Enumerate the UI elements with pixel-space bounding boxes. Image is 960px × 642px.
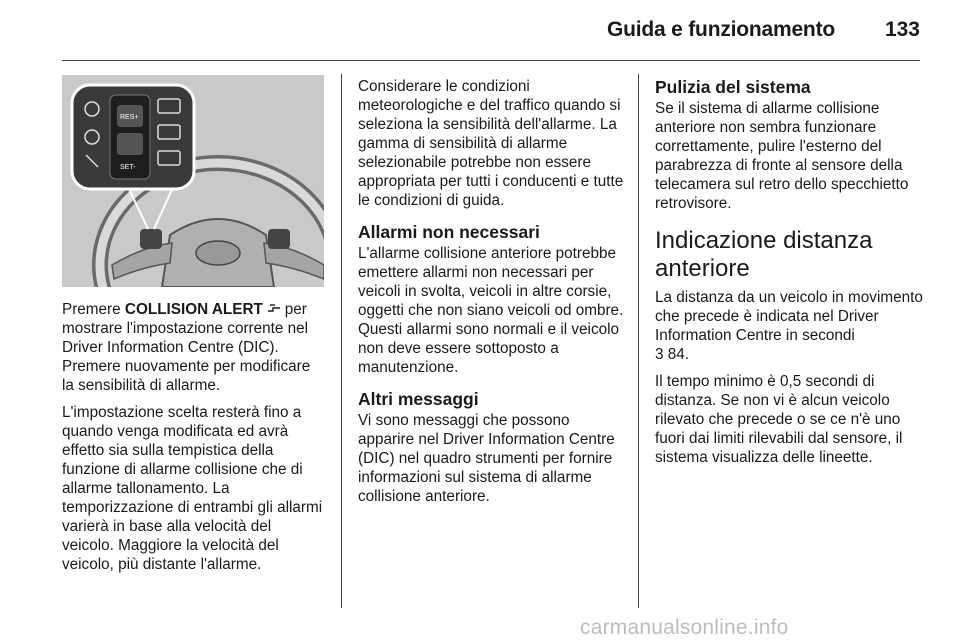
paragraph: L'allarme collisione anteriore potrebbe emettere allarmi non necessari per veicoli in svolta, veicoli in altre corsie, oggetti che non siano veicoli od ombre. Questi allarmi sono normali e il veicolo non deve essere sottoposto a manutenzione. (358, 245, 624, 376)
subheading: Altri messaggi (358, 389, 479, 409)
page-ref-icon[interactable]: 3 (655, 346, 664, 363)
page-number: 133 (884, 18, 920, 41)
text-span: Premere (62, 301, 125, 318)
watermark: carmanualsonline.info (580, 616, 789, 639)
paragraph: Il tempo minimo è 0,5 secondi di distanza. Se non vi è alcun veicolo rilevato che precede o se ce n'è uno fuori dai limiti rilevabili dal sensore, il sistema visualizza delle lineette. (655, 373, 903, 466)
steering-wheel-controls-illustration (62, 75, 324, 287)
collision-alert-icon (267, 302, 285, 317)
paragraph: L'impostazione scelta resterà fino a quando venga modificata ed avrà effetto sia sulla tempistica della funzione di allarme collisione che di allarme tallonamento. La temporizzazione di entrambi gli allarmi varierà in base alla velocità del veicolo. Maggiore la velocità del veicolo, più distante l'allarme. (62, 404, 323, 573)
column-3 (655, 77, 923, 475)
steering-wheel-figure (62, 75, 324, 287)
page-ref-link[interactable]: 84. (663, 346, 690, 363)
set-label: SET- (120, 164, 136, 171)
column-2 (358, 77, 624, 514)
paragraph: Vi sono messaggi che possono apparire nel Driver Information Centre (DIC) nel quadro strumenti per fornire informazioni sul sistema di allarme collisione anteriore. (358, 412, 615, 505)
header-title: Guida e funzionamento (607, 18, 835, 41)
paragraph: Se il sistema di allarme collisione anteriore non sembra funzionare correttamente, pulire l'esterno del parabrezza di fronte al sensore della telecamera sul retro dello specchietto retrovisore. (655, 100, 909, 212)
header-rule (62, 60, 920, 61)
collision-alert-label: COLLISION ALERT (124, 301, 263, 318)
paragraph (62, 300, 324, 395)
subheading: Allarmi non necessari (358, 222, 540, 242)
text-span: La distanza da un veicolo in movimento che precede è indicata nel Driver Information Centre in secondi (655, 289, 923, 344)
res-label: RES+ (120, 114, 139, 121)
paragraph (655, 288, 923, 364)
subheading: Pulizia del sistema (655, 77, 811, 97)
column-1 (62, 300, 324, 582)
column-divider-1 (341, 74, 342, 608)
section-heading: Indicazione distanza anteriore (655, 227, 873, 282)
column-divider-2 (638, 74, 639, 608)
text-span: per mostrare l'impostazione corrente nel Driver Information Centre (DIC). Premere nuovamente per modificare la sensibilità di allarme. (62, 301, 311, 394)
paragraph: Considerare le condizioni meteorologiche e del traffico quando si seleziona la sensibilità dell'allarme. La gamma di sensibilità di allarme selezionabile potrebbe non essere appropriata per tutti i conducenti e tutte le condizioni di guida. (358, 78, 624, 209)
